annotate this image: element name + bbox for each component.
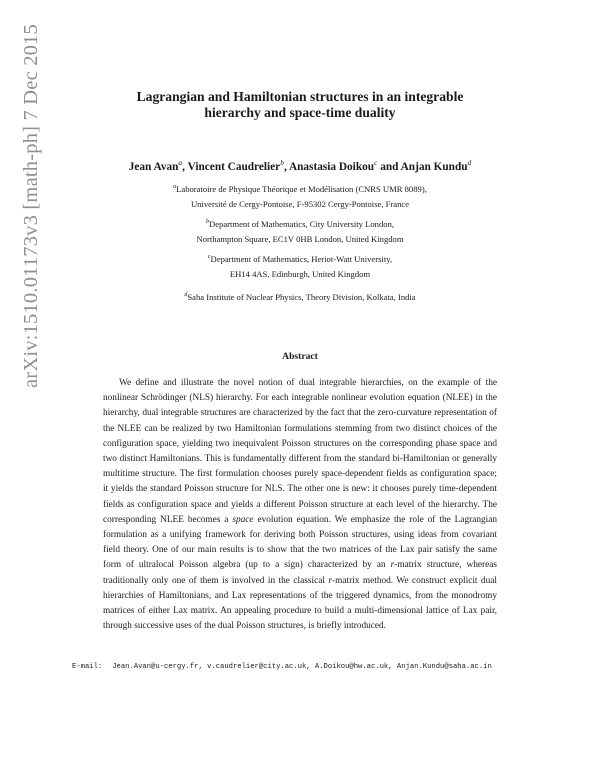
abstract-heading: Abstract (282, 351, 318, 362)
affiliation-mark: a (173, 184, 177, 190)
title-line: hierarchy and space-time duality (204, 105, 396, 120)
author-separator: , (182, 160, 188, 173)
affiliation-line: Laboratoire de Physique Théorique et Modélisation (CNRS UMR 8089), (176, 183, 427, 194)
author-separator: , (283, 160, 289, 173)
author-mark: a (178, 158, 183, 167)
affiliation-line: Department of Mathematics, City University London, (209, 218, 394, 229)
affiliation (80, 215, 520, 247)
title-line: Lagrangian and Hamiltonian structures in an integrable (136, 89, 464, 104)
abstract-math: r (390, 560, 395, 571)
abstract-segment: We define and illustrate the novel notion of dual integrable hierarchies, on the example of the nonlinear Schrödinger (NLS) hierarchy. For each integrable nonlinear evolution equation (NLEE) in the hierarchy, dual integrable structures are characterized by the fact that the zero-curvature representation of the NLEE can be realized by two Hamiltonian formulations stemming from two distinct choices of the configuration space, yielding two inequivalent Poisson structures on the corresponding phase space and two distinct Hamiltonians. This is fundamentally different from the standard bi-Hamiltonian or generally multitime structure. The first formulation chooses purely space-dependent fields as configuration space; it yields the standard Poisson structure for NLS. The other one is new: it chooses purely time-dependent fields as configuration space and yields a different Poisson structure at each level of the hierarchy. The corresponding NLEE becomes a (103, 378, 497, 525)
author-name: Vincent Caudrelier (187, 160, 281, 173)
abstract-segment: -matrix structure, whereas traditionally only one of them is involved in the classical (103, 560, 497, 586)
email-label: E-mail: (72, 663, 103, 671)
affiliation-mark: b (206, 219, 210, 225)
affiliation (80, 180, 520, 212)
author-name: Jean Avan (128, 160, 179, 173)
email-list: Jean.Avan@u-cergy.fr, v.caudrelier@city.ac.uk, A.Doikou@hw.ac.uk, Anjan.Kundu@saha.ac.in (112, 663, 492, 671)
affiliation (80, 250, 520, 282)
affiliation (80, 288, 520, 305)
affiliation-line: EH14 4AS, Edinburgh, United Kingdom (229, 269, 371, 280)
abstract-emphasis: space (232, 514, 254, 525)
author-list (60, 158, 540, 173)
affiliation-line: Université de Cergy-Pontoise, F-95302 Cergy-Pontoise, France (190, 199, 410, 210)
affiliation-line: Saha Institute of Nuclear Physics, Theory Division, Kolkata, India (187, 291, 416, 302)
affiliation-line: Northampton Square, EC1V 0HB London, United Kingdom (196, 234, 404, 245)
abstract-math: r (328, 575, 333, 586)
author-name: Anjan Kundu (400, 160, 468, 173)
abstract-text (103, 376, 497, 634)
author-separator: and (377, 160, 401, 173)
abstract-segment: -matrix method. We construct explicit dual hierarchies of Hamiltonians, and Lax representations of the triggered dynamics, from the monodromy matrices of either Lax matrix. An appealing procedure to build a multi-dimensional lattice of Lax pair, through successive uses of the dual Poisson structures, is briefly introduced. (103, 575, 497, 632)
author-name: Anastasia Doikou (288, 160, 375, 173)
arxiv-identifier: arXiv:1510.01173v3 [math-ph] 7 Dec 2015 (20, 23, 42, 388)
affiliation-line: Department of Mathematics, Heriot-Watt University, (210, 253, 393, 264)
email-footnote (72, 663, 532, 671)
paper-title (80, 89, 520, 121)
abstract-segment: evolution equation. We emphasize the role of the Lagrangian formulation as a unifying framework for deriving both Poisson structures, using ideas from covariant field theory. One of our main results is to show that the two matrices of the Lax pair satisfy the same form of ultralocal Poisson algebra (up to a sign) characterized by an (103, 514, 497, 571)
affiliation-mark: c (207, 254, 211, 260)
author-mark: c (374, 158, 378, 167)
author-mark: d (467, 158, 472, 167)
affiliation-mark: d (184, 292, 188, 298)
author-mark: b (280, 158, 284, 167)
